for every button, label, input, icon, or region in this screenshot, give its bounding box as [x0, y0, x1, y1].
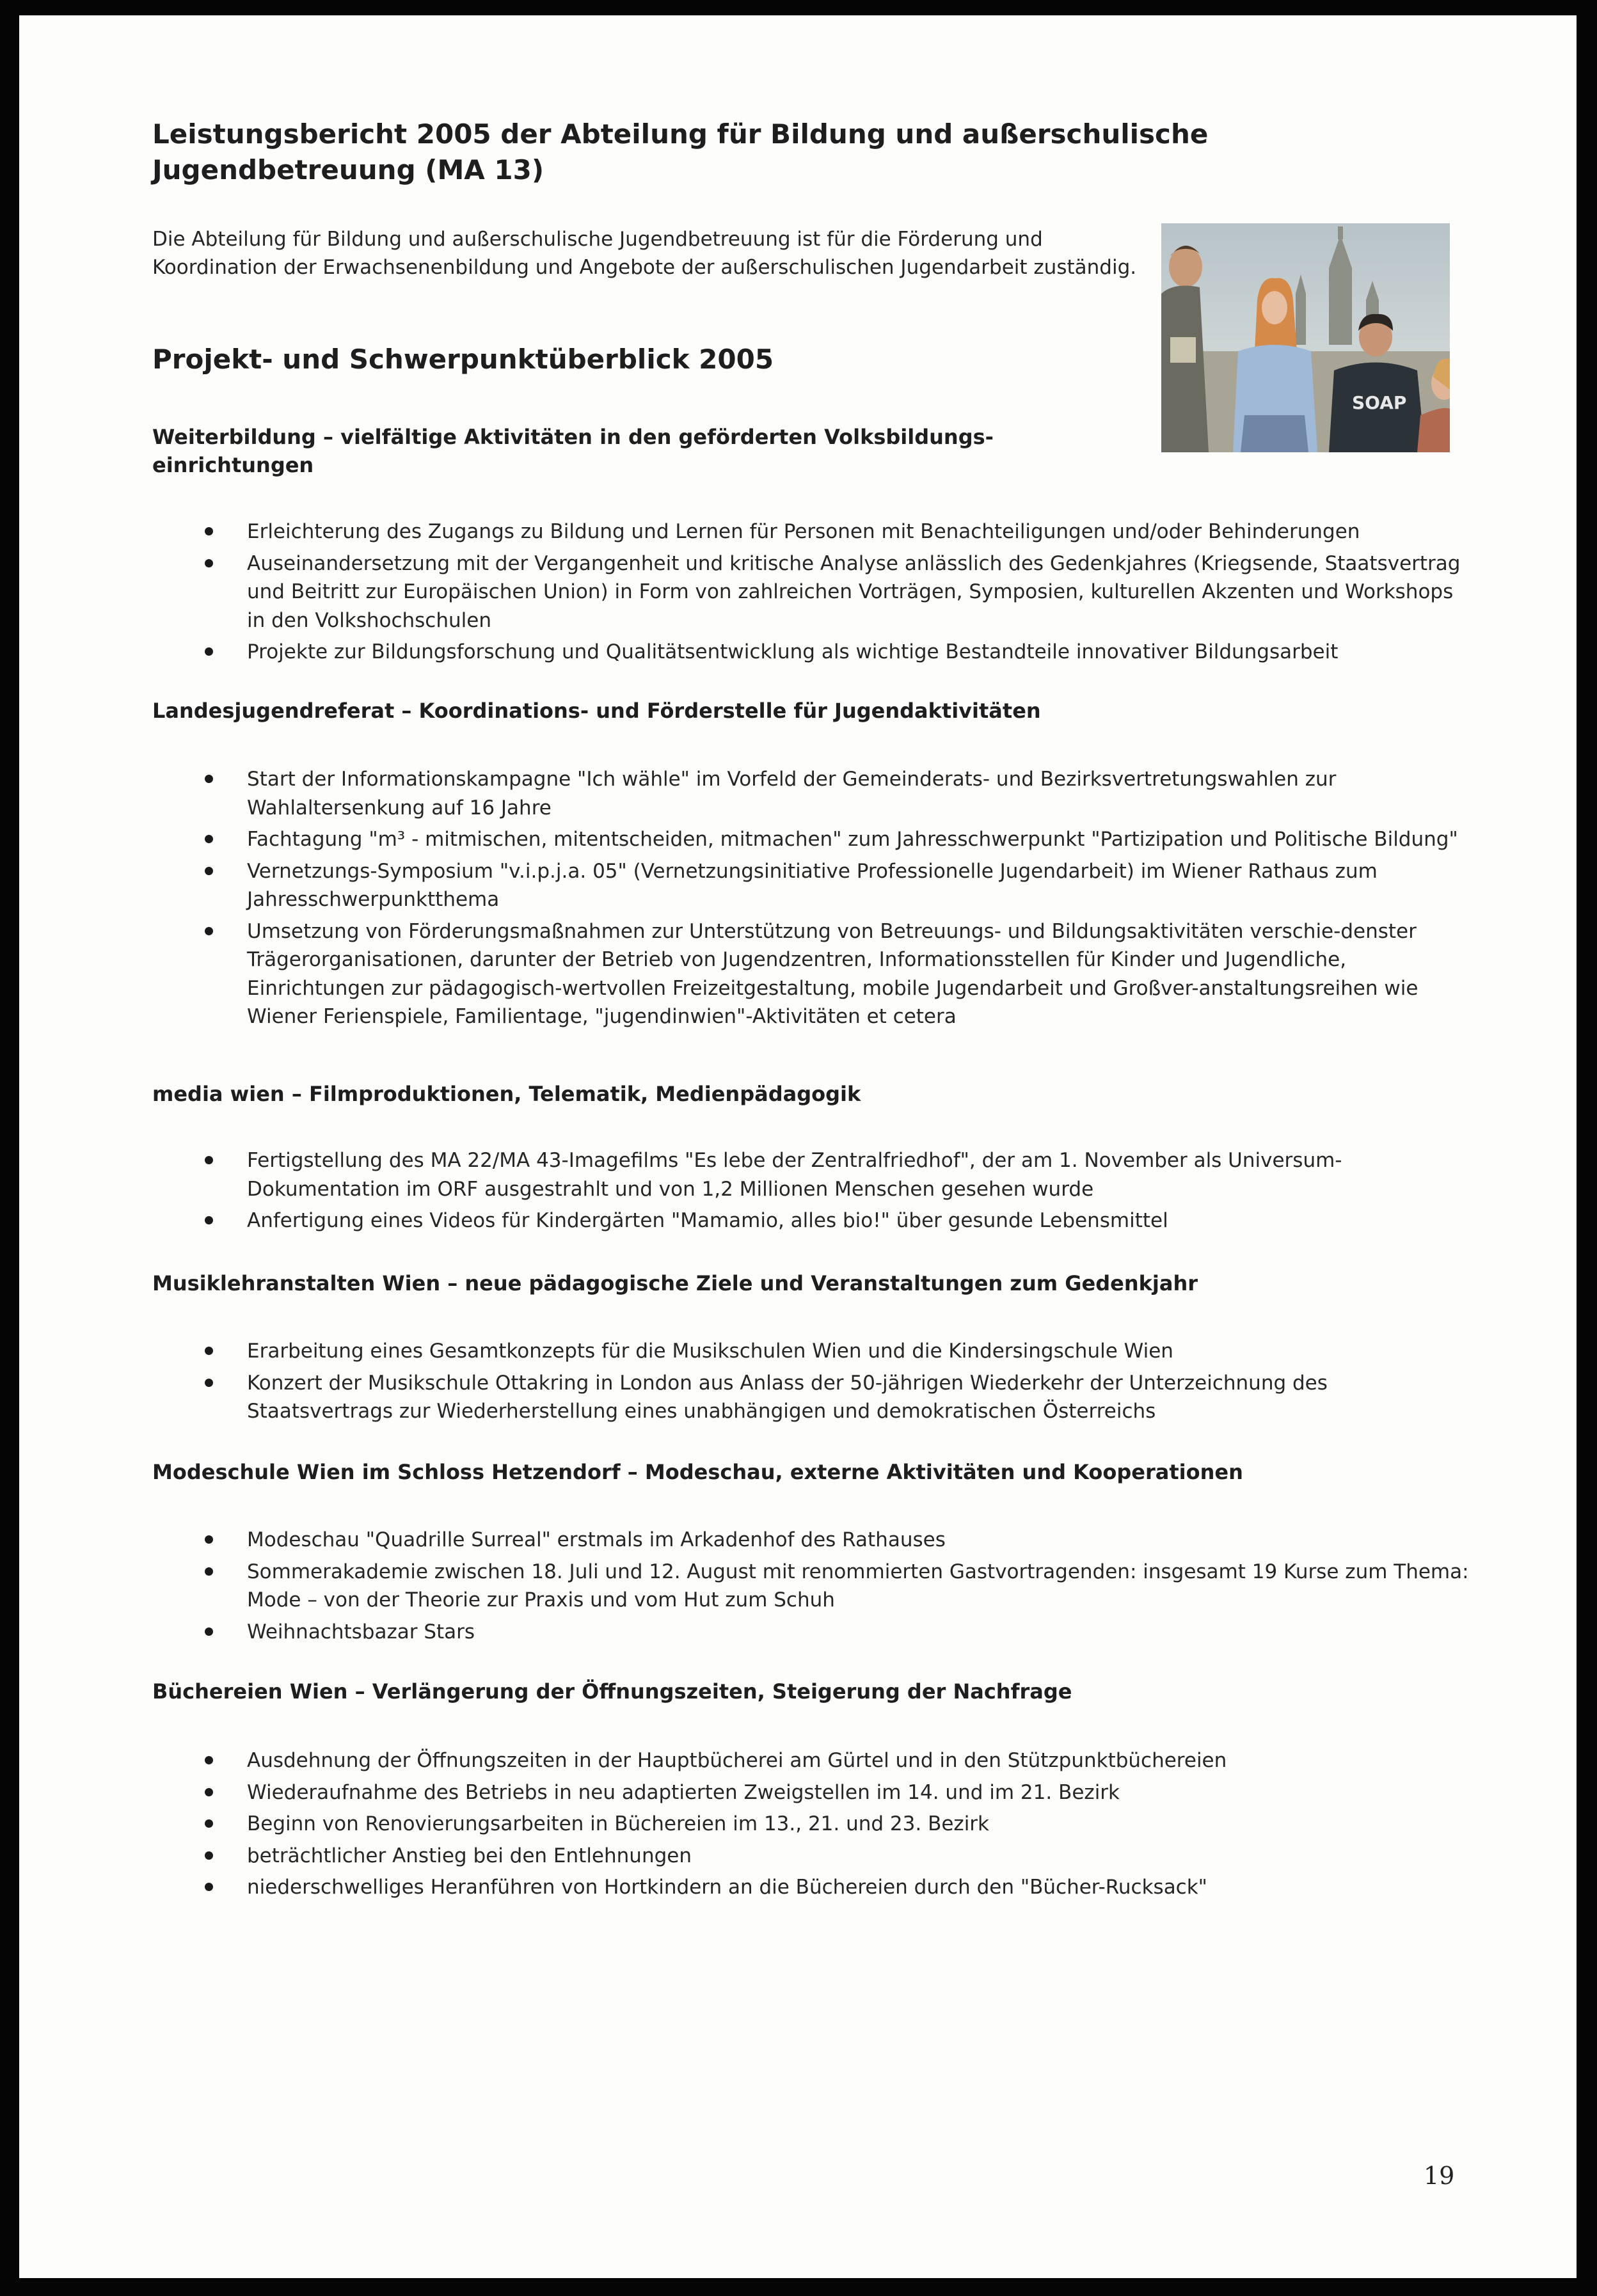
bullet-list-media-wien: [152, 1146, 1472, 1239]
bullet-icon: [205, 1756, 213, 1764]
list-item: Weihnachtsbazar Stars: [152, 1618, 1472, 1647]
bullet-icon: [205, 559, 213, 567]
bullet-icon: [205, 1819, 213, 1828]
bullet-list-modeschule: [152, 1526, 1472, 1649]
bullet-icon: [205, 1627, 213, 1636]
bullet-icon: [205, 1535, 213, 1544]
section-heading-buechereien: Büchereien Wien – Verlängerung der Öffnungszeiten, Steigerung der Nachfrage: [152, 1679, 1072, 1704]
section-heading-landesjugendreferat: Landesjugendreferat – Koordinations- und Förderstelle für Jugendaktivitäten: [152, 699, 1041, 723]
bullet-icon: [205, 1347, 213, 1355]
bullet-icon: [205, 927, 213, 935]
bullet-icon: [205, 867, 213, 875]
list-item: Konzert der Musikschule Ottakring in London aus Anlass der 50-jährigen Wiederkehr der Unterzeichnung des Staatsvertrags zur Wiederherstellung eines unabhängigen und demokratischen Österreichs: [152, 1369, 1472, 1426]
list-item: Fachtagung "m³ - mitmischen, mitentscheiden, mitmachen" zum Jahresschwerpunkt "Partizipation und Politische Bildung": [152, 825, 1472, 854]
list-item: Start der Informationskampagne "Ich wähle" im Vorfeld der Gemeinderats- und Bezirksvertretungswahlen zur Wahlaltersenkung auf 16 Jahre: [152, 765, 1472, 822]
report-title: Leistungsbericht 2005 der Abteilung für Bildung und außerschulische Jugendbetreuung (MA 13): [152, 118, 1209, 186]
bullet-list-landesjugendreferat: [152, 765, 1472, 1034]
list-item: Erleichterung des Zugangs zu Bildung und Lernen für Personen mit Benachteiligungen und/oder Behinderungen: [152, 518, 1472, 546]
bullet-icon: [205, 1883, 213, 1891]
page-number: 19: [1424, 2162, 1455, 2190]
section-heading-musiklehranstalten: Musiklehranstalten Wien – neue pädagogische Ziele und Veranstaltungen zum Gedenkjahr: [152, 1271, 1198, 1295]
bullet-list-musiklehranstalten: [152, 1337, 1472, 1429]
list-item: Fertigstellung des MA 22/MA 43-Imagefilms "Es lebe der Zentralfriedhof", der am 1. November als Universum-Dokumentation im ORF ausgestrahlt und von 1,2 Millionen Menschen gesehen wurde: [152, 1146, 1472, 1203]
bullet-icon: [205, 527, 213, 535]
list-item: Auseinandersetzung mit der Vergangenheit und kritische Analyse anlässlich des Gedenkjahres (Kriegsende, Staatsvertrag und Beitritt zur Europäischen Union) in Form von zahlreichen Vorträgen, Symposien, kulturellen Akzenten und Workshops in den Volkshochschulen: [152, 550, 1472, 635]
list-item: Wiederaufnahme des Betriebs in neu adaptierten Zweigstellen im 14. und im 21. Bezirk: [152, 1778, 1472, 1807]
list-item: Projekte zur Bildungsforschung und Qualitätsentwicklung als wichtige Bestandteile innovativer Bildungsarbeit: [152, 638, 1472, 667]
section-heading-media-wien: media wien – Filmproduktionen, Telematik, Medienpädagogik: [152, 1082, 861, 1106]
list-item: Vernetzungs-Symposium "v.i.p.j.a. 05" (Vernetzungsinitiative Professionelle Jugendarbeit) im Wiener Rathaus zum Jahresschwerpunktthema: [152, 857, 1472, 914]
document-page: [19, 15, 1577, 2278]
list-item: beträchtlicher Anstieg bei den Entlehnungen: [152, 1842, 1472, 1871]
bullet-icon: [205, 835, 213, 843]
bullet-icon: [205, 1379, 213, 1387]
bullet-list-weiterbildung: [152, 518, 1472, 670]
list-item: Beginn von Renovierungsarbeiten in Büchereien im 13., 21. und 23. Bezirk: [152, 1810, 1472, 1839]
bullet-icon: [205, 1156, 213, 1164]
list-item: Anfertigung eines Videos für Kindergärten "Mamamio, alles bio!" über gesunde Lebensmittel: [152, 1207, 1472, 1235]
overview-heading: Projekt- und Schwerpunktüberblick 2005: [152, 344, 774, 375]
section-heading-modeschule: Modeschule Wien im Schloss Hetzendorf – Modeschau, externe Aktivitäten und Kooperationen: [152, 1460, 1243, 1484]
bullet-icon: [205, 647, 213, 656]
bullet-icon: [205, 1567, 213, 1576]
list-item: Modeschau "Quadrille Surreal" erstmals im Arkadenhof des Rathauses: [152, 1526, 1472, 1555]
bullet-icon: [205, 1216, 213, 1224]
list-item: Erarbeitung eines Gesamtkonzepts für die Musikschulen Wien und die Kindersingschule Wien: [152, 1337, 1472, 1366]
list-item: Ausdehnung der Öffnungszeiten in der Hauptbücherei am Gürtel und in den Stützpunktbüchereien: [152, 1746, 1472, 1775]
intro-paragraph: Die Abteilung für Bildung und außerschulische Jugendbetreuung ist für die Förderung und Koordination der Erwachsenenbildung und Angebote der außerschulischen Jugendarbeit zuständig.: [152, 228, 1137, 279]
shirt-text: SOAP: [1352, 392, 1407, 413]
section-heading-weiterbildung: Weiterbildung – vielfältige Aktivitäten in den geförderten Volksbildungs-einrichtungen: [152, 425, 994, 477]
list-item: niederschwelliges Heranführen von Hortkindern an die Büchereien durch den "Bücher-Rucksack": [152, 1873, 1472, 1902]
bullet-list-buechereien: [152, 1746, 1472, 1905]
bullet-icon: [205, 1788, 213, 1796]
bullet-icon: [205, 775, 213, 783]
list-item: Sommerakademie zwischen 18. Juli und 12. August mit renommierten Gastvortragenden: insgesamt 19 Kurse zum Thema: Mode – von der Theorie zur Praxis und vom Hut zum Schuh: [152, 1558, 1472, 1615]
bullet-icon: [205, 1851, 213, 1860]
photo-young-people-city-hall-icon: [1161, 223, 1450, 452]
list-item: Umsetzung von Förderungsmaßnahmen zur Unterstützung von Betreuungs- und Bildungsaktivitäten verschie-denster Trägerorganisationen, darunter der Betrieb von Jugendzentren, Informationsstellen für Kinder und Jugendliche, Einrichtungen zur pädagogisch-wertvollen Freizeitgestaltung, mobile Jugendarbeit und Großver-anstaltungsreihen wie Wiener Ferienspiele, Familientage, "jugendinwien"-Aktivitäten et cetera: [152, 917, 1472, 1031]
